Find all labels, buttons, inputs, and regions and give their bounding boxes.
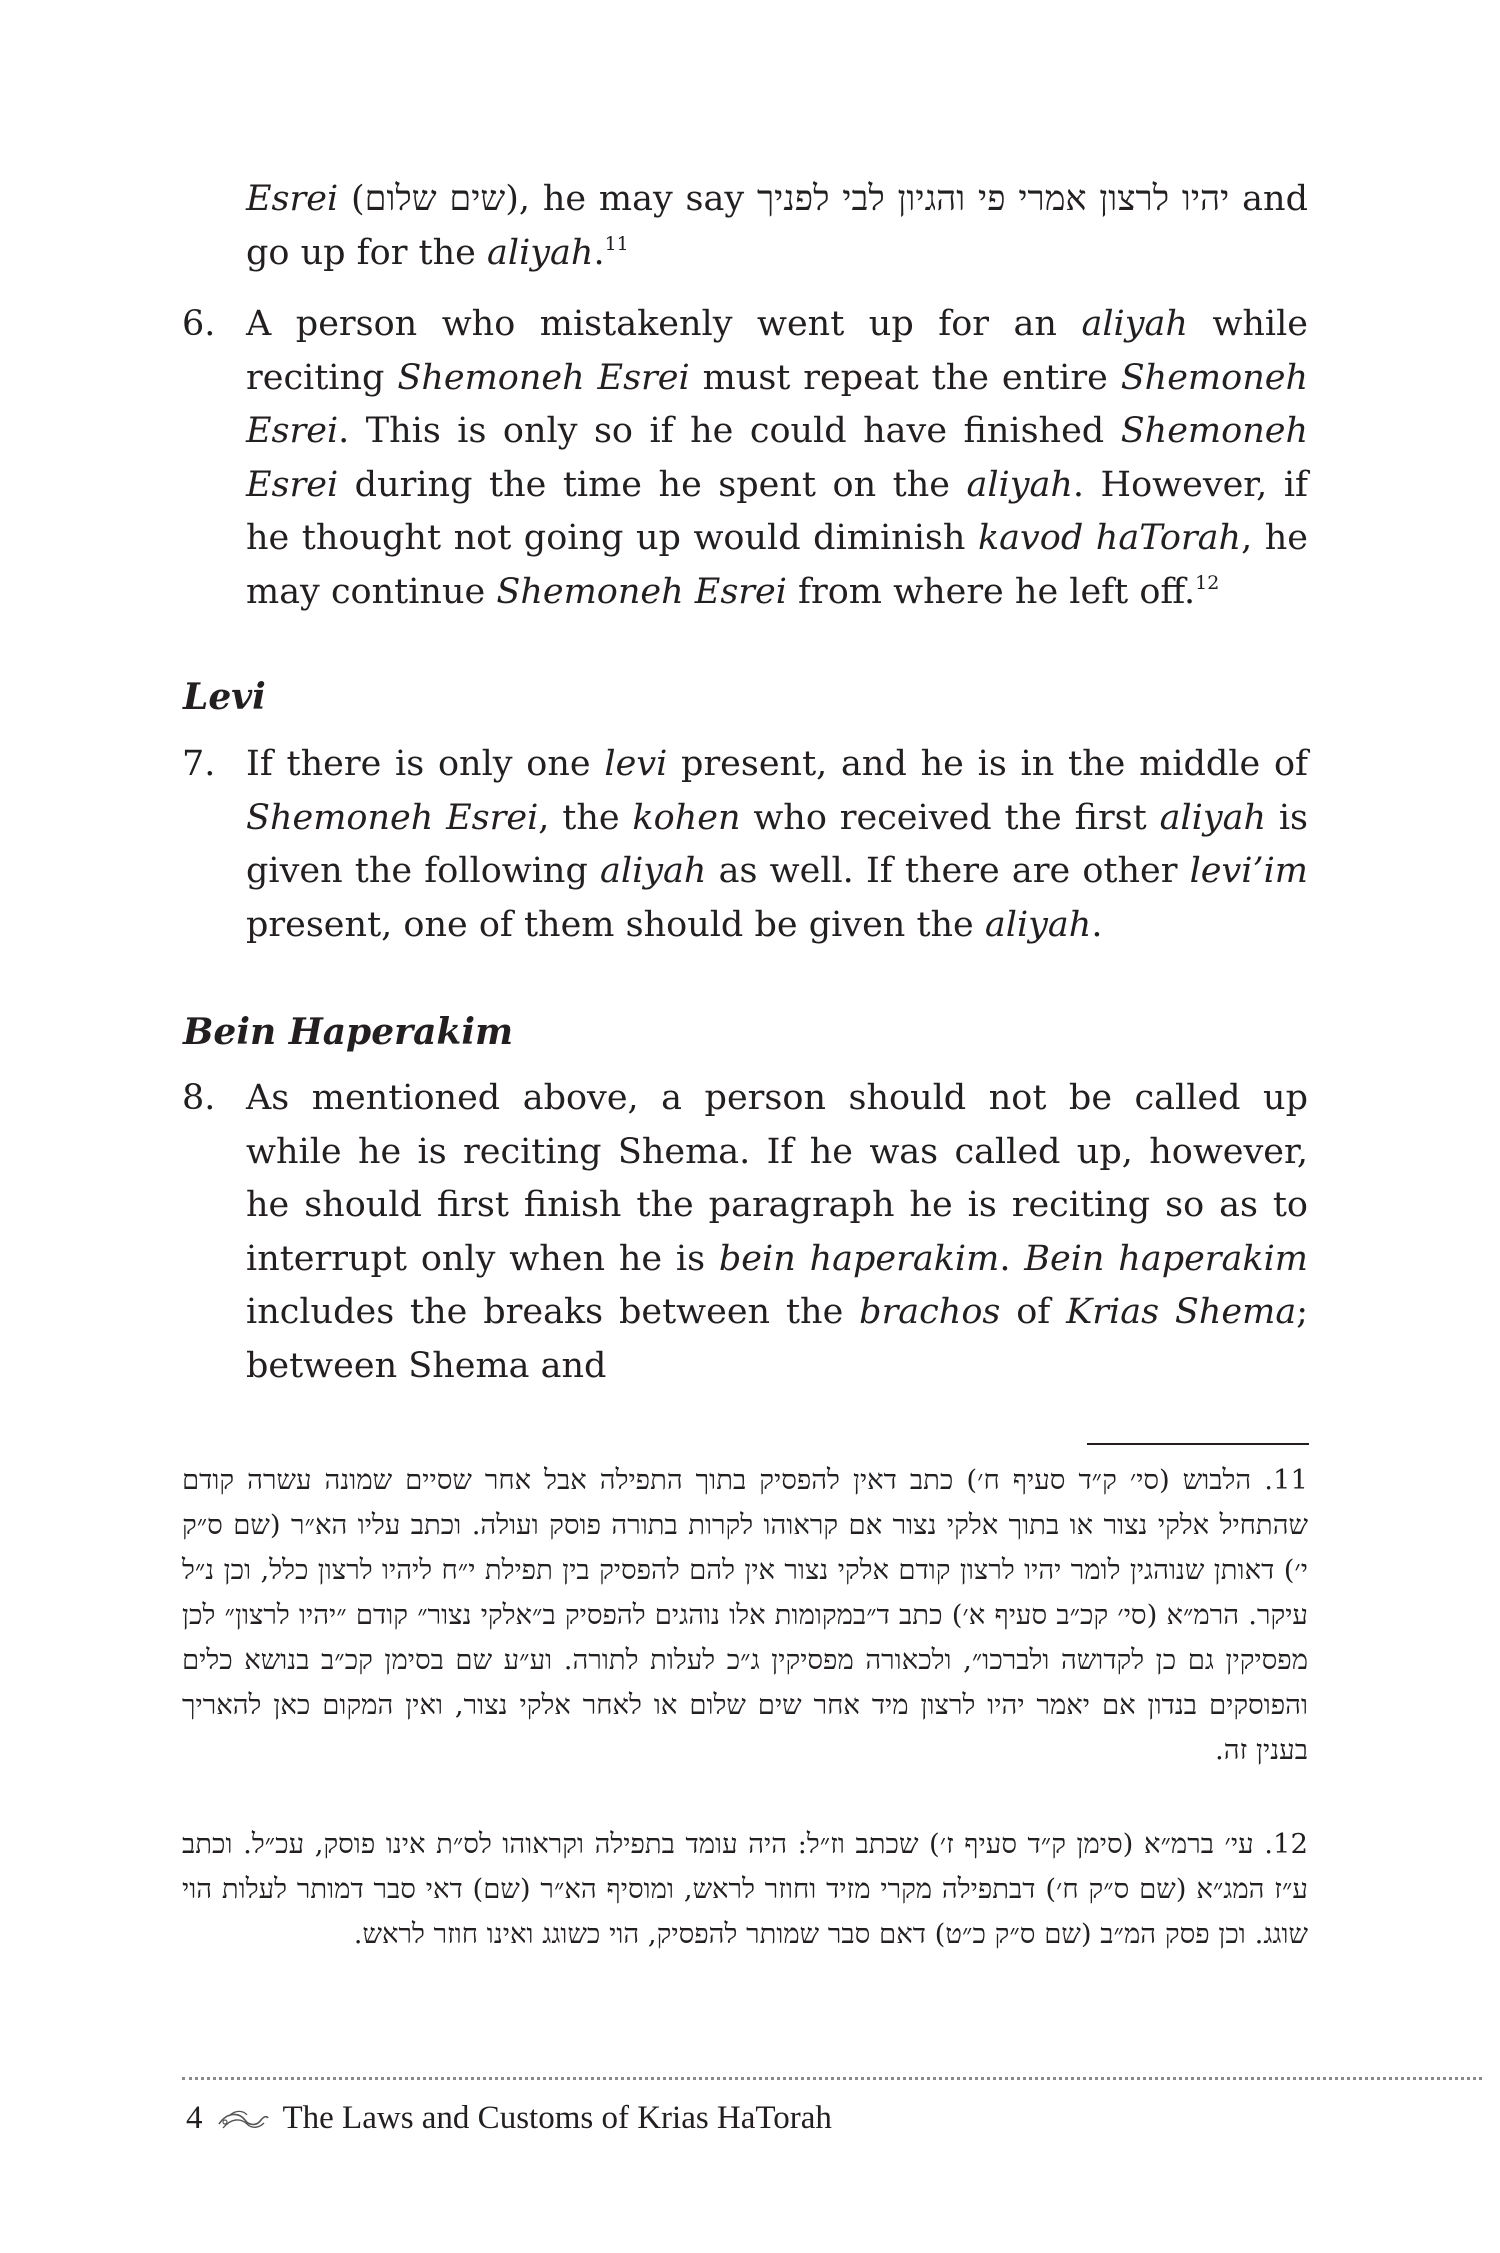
- flourish-ornament-icon: [217, 2106, 269, 2132]
- item-number: 8.: [182, 1078, 216, 1118]
- list-item-6: [182, 298, 1308, 619]
- list-item-8: [182, 1072, 1308, 1393]
- item-number: 6.: [182, 304, 216, 344]
- text-run: , he may say: [518, 179, 757, 219]
- italic-term: Esrei: [246, 179, 339, 219]
- hebrew-phrase: יהיו לרצון אמרי פי והגיון לבי לפניך: [756, 179, 1230, 219]
- footnote-12: 12. עי׳ ברמ״א (סימן ק״ד סעיף ז׳) שכתב וז״ל: היה עומד בתפילה וקראוהו לס״ת אינו פוסק, עכ״ל. וכתב ע״ז המג״א (שם ס״ק ח׳) דבתפילה מקרי מזיד וחוזר לראש, ומוסיף הא״ר (שם) דאי סבר דמותר לעלות הוי שוגג. וכן פסק המ״ב (שם ס״ק כ״ט) דאם סבר שמותר להפסיק, הוי כשוגג ואינו חוזר לראש.: [182, 1828, 1308, 1950]
- hebrew-phrase: שים שלום: [364, 179, 506, 219]
- list-item-7: [182, 738, 1308, 952]
- footnote-reference: 12: [1195, 571, 1220, 594]
- page-number: 4: [186, 2100, 203, 2136]
- italic-term: aliyah: [487, 232, 594, 273]
- page-footer: [186, 2096, 832, 2140]
- continuation-paragraph: Esrei (שים שלום), he may say יהיו לרצון אמרי פי והגיון לבי לפניך and go up for the aliyah.$^{11}$: [246, 179, 1308, 273]
- footer-dotted-rule: [182, 2077, 1482, 2080]
- text-run: and go up for the: [246, 179, 1308, 273]
- item-text: A person who mistakenly went up for an aliyah while reciting Shemoneh Esrei must repeat the entire Shemoneh Esrei. This is only so if he could have finished Shemoneh Esrei during the time he spent on the aliyah. However, if he thought not going up would diminish kavod haTorah, he may continue Shemoneh Esrei from where he left off.$^{12}$: [246, 304, 1309, 612]
- footnote-reference: 11: [604, 232, 629, 255]
- section-heading-levi: Levi: [183, 676, 266, 718]
- footnote-11: 11. הלבוש (סי׳ ק״ד סעיף ח׳) כתב דאין להפסיק בתוך התפילה אבל אחר שסיים שמונה עשרה קודם שהתחיל אלקי נצור או בתוך אלקי נצור אם קראוהו לקרות בתורה פוסק ועולה. וכתב עליו הא״ר (שם ס״ק י׳) דאותן שנוהגין לומר יהיו לרצון קודם אלקי נצור אין להם להפסיק בין תפילת י״ח ליהיו לרצון כלל, וכן נ״ל עיקר. הרמ״א (סי׳ קכ״ב סעיף א׳) כתב ד״במקומות אלו נוהגים להפסיק ב״אלקי נצור״ קודם ״יהיו לרצון״ לכן מפסיקין גם כן לקדושה ולברכו״, ולכאורה מפסיקין ג״כ לעלות לתורה. וע״ע שם בסימן קכ״ב בנושא כלים והפוסקים בנדון אם יאמר יהיו לרצון מיד אחר שים שלום או לאחר אלקי נצור, ואין המקום כאן להאריך בענין זה.: [182, 1464, 1309, 1766]
- item-text: As mentioned above, a person should not be called up while he is reciting Shema. If he was called up, however, he should first finish the paragraph he is reciting so as to interrupt only when he is bein haperakim. Bein haperakim includes the breaks between the brachos of Krias Shema; between Shema and: [246, 1078, 1308, 1386]
- text-run: .: [593, 232, 605, 273]
- book-title: The Laws and Customs of Krias HaTorah: [282, 2100, 832, 2136]
- section-heading-bein-haperakim: Bein Haperakim: [183, 1011, 514, 1053]
- footnote-separator: [1087, 1443, 1309, 1445]
- item-text: If there is only one levi present, and he is in the middle of Shemoneh Esrei, the kohen who received the first aliyah is given the following aliyah as well. If there are other levi’im present, one of them should be given the aliyah.: [246, 744, 1308, 945]
- item-number: 7.: [182, 744, 216, 784]
